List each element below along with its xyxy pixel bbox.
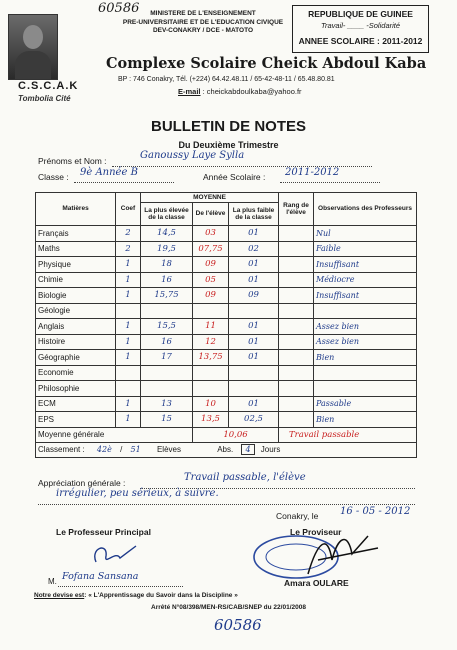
cell-coef: 2 [116,241,141,257]
cell-min: 01 [229,319,279,335]
header-observations: Observations des Professeurs [314,193,417,226]
document-number-top: 60586 [98,1,140,16]
cell-min [229,365,279,381]
table-header-row [36,193,417,203]
ministry-header: MINISTERE DE L'ENSEIGNEMENT PRE-UNIVERSITAIRE ET DE L'EDUCATION CIVIQUE DEV-CONAKRY / DCE - MATOTO [122,10,284,34]
cell-subject: Géographie [36,350,116,366]
jours-label: Jours [260,445,281,454]
cell-min: 02 [229,241,279,257]
student-name: Ganoussy Laye Sylla [140,150,245,161]
cell-coef: 2 [116,226,141,242]
cell-max: 17 [141,350,193,366]
principal-stamp [248,530,398,582]
cell-eleve: 05 [193,272,229,288]
cell-eleve [193,381,229,397]
cell-coef: 1 [116,288,141,304]
table-row [36,365,417,381]
classement-row [36,442,417,457]
cell-eleve: 12 [193,334,229,350]
cell-eleve: 09 [193,257,229,273]
table-row [36,396,417,412]
cell-subject: Histoire [36,334,116,350]
cell-rang [279,272,314,288]
cell-observation: Bien [314,412,417,428]
cell-observation: Assez bien [314,334,417,350]
cell-max: 15,75 [141,288,193,304]
school-email: E-mail : cheickabdoulkaba@yahoo.fr [178,87,302,96]
cell-observation: Passable [314,396,417,412]
table-row [36,381,417,397]
cell-coef [116,365,141,381]
cell-max: 18 [141,257,193,273]
table-row [36,226,417,242]
moyenne-label: Moyenne générale [36,427,193,442]
classement-cell [36,442,417,457]
place-date-label: Conakry, le [276,511,319,521]
header-school-year: ANNEE SCOLAIRE : 2011-2012 [298,36,423,46]
cell-coef: 1 [116,396,141,412]
cell-observation: Bien [314,350,417,366]
cell-eleve: 13,5 [193,412,229,428]
cell-max: 14,5 [141,226,193,242]
abs-label: Abs. [217,445,234,454]
cell-max: 15 [141,412,193,428]
cell-eleve: 07,75 [193,241,229,257]
cell-coef: 1 [116,257,141,273]
table-row [36,272,417,288]
appreciation-text-1: Travail passable, l'élève [184,472,306,483]
cell-observation: Faible [314,241,417,257]
header-max: La plus élevée de la classe [141,203,193,226]
cell-max [141,303,193,319]
republic-motto: Travail- ____ -Solidarité [320,21,401,30]
table-row [36,350,417,366]
table-row [36,257,417,273]
cell-min: 02,5 [229,412,279,428]
cell-eleve: 10 [193,396,229,412]
school-year-value: 2011-2012 [285,167,340,178]
header-eleve: De l'élève [193,203,229,226]
cell-coef [116,303,141,319]
table-row [36,334,417,350]
cell-rang [279,241,314,257]
cell-eleve: 13,75 [193,350,229,366]
cell-min: 01 [229,272,279,288]
cell-observation: Médiocre [314,272,417,288]
cell-min: 01 [229,334,279,350]
professor-name-prefix: M. [48,577,57,586]
cell-subject: Géologie [36,303,116,319]
classement-total: 51 [130,445,141,454]
principal-label: Le Proviseur [290,527,342,537]
cell-eleve: 09 [193,288,229,304]
cell-min: 09 [229,288,279,304]
cell-subject: Français [36,226,116,242]
cell-coef: 1 [116,350,141,366]
cell-subject: ECM [36,396,116,412]
cell-subject: Philosophie [36,381,116,397]
header-rang: Rang de l'élève [279,193,314,226]
cell-coef: 1 [116,272,141,288]
cell-rang [279,319,314,335]
cell-coef [116,381,141,397]
table-row [36,288,417,304]
eleves-label: Elèves [156,445,181,454]
cell-rang [279,226,314,242]
abs-value: 4 [241,444,254,455]
appreciation-text-2: irrégulier, peu sérieux, à suivre. [56,488,219,499]
cell-max: 15,5 [141,319,193,335]
school-logo-subtitle: Tombolia Cité [18,94,71,103]
cell-min: 01 [229,350,279,366]
cell-rang [279,396,314,412]
classement-sep: / [120,445,123,454]
header-coef: Coef [116,193,141,226]
table-row [36,319,417,335]
cell-subject: Biologie [36,288,116,304]
cell-rang [279,257,314,273]
header-moyenne: MOYENNE [141,193,279,203]
founder-portrait [8,14,58,80]
cell-subject: Economie [36,365,116,381]
principal-name: Amara OULARE [284,578,349,588]
moyenne-value: 10,06 [193,427,279,442]
school-year-label: Année Scolaire : [203,172,266,182]
cell-subject: Anglais [36,319,116,335]
class-label: Classe : [38,172,69,182]
moyenne-generale-row [36,427,417,442]
cell-max: 19,5 [141,241,193,257]
cell-coef: 1 [116,334,141,350]
cell-observation [314,381,417,397]
school-logo-text: C.S.C.A.K [18,80,79,92]
document-number-bottom: 60586 [214,616,262,634]
cell-min: 01 [229,257,279,273]
page-subtitle: Du Deuxième Trimestre [178,140,279,150]
cell-rang [279,381,314,397]
cell-eleve: 11 [193,319,229,335]
cell-max: 13 [141,396,193,412]
class-value: 9è Année B [80,167,138,178]
cell-coef: 1 [116,412,141,428]
cell-rang [279,412,314,428]
cell-subject: EPS [36,412,116,428]
grades-table [35,192,417,458]
cell-max [141,381,193,397]
table-row [36,412,417,428]
cell-rang [279,350,314,366]
school-name: Complexe Scolaire Cheick Abdoul Kaba [106,55,427,72]
cell-subject: Physique [36,257,116,273]
cell-coef: 1 [116,319,141,335]
table-row [36,303,417,319]
professor-label: Le Professeur Principal [56,527,151,537]
cell-observation [314,365,417,381]
school-address: BP : 746 Conakry, Tél. (+224) 64.42.48.11 / 65-42-48-11 / 65.48.80.81 [118,76,335,83]
cell-observation: Insuffisant [314,288,417,304]
cell-max: 16 [141,334,193,350]
cell-observation: Insuffisant [314,257,417,273]
cell-rang [279,334,314,350]
cell-min [229,381,279,397]
arrete-line: Arrêté N°08/398/MEN-RS/CAB/SNEP du 22/01/2008 [151,604,306,611]
name-label: Prénoms et Nom : [38,156,107,166]
classement-value: 42è [96,445,112,454]
cell-subject: Chimie [36,272,116,288]
republic-label: REPUBLIQUE DE GUINEE [308,9,413,19]
cell-eleve [193,365,229,381]
cell-rang [279,288,314,304]
appreciation-label: Appréciation générale : [38,478,126,488]
professor-signature [86,538,146,570]
table-row [36,241,417,257]
classement-label: Classement : [38,445,85,454]
signature-date: 16 - 05 - 2012 [340,506,411,517]
cell-min: 01 [229,226,279,242]
cell-subject: Maths [36,241,116,257]
header-min: La plus faible de la classe [229,203,279,226]
cell-min: 01 [229,396,279,412]
cell-observation: Assez bien [314,319,417,335]
motto-line: Notre devise est: « L'Apprentissage du Savoir dans la Discipline » [34,592,238,599]
professor-name: Fofana Sansana [62,571,139,582]
cell-rang [279,365,314,381]
cell-max: 16 [141,272,193,288]
moyenne-observation: Travail passable [279,427,417,442]
cell-observation: Nul [314,226,417,242]
cell-eleve [193,303,229,319]
header-matiere: Matières [36,193,116,226]
cell-eleve: 03 [193,226,229,242]
page-title: BULLETIN DE NOTES [150,118,306,135]
cell-min [229,303,279,319]
cell-rang [279,303,314,319]
cell-max [141,365,193,381]
cell-observation [314,303,417,319]
